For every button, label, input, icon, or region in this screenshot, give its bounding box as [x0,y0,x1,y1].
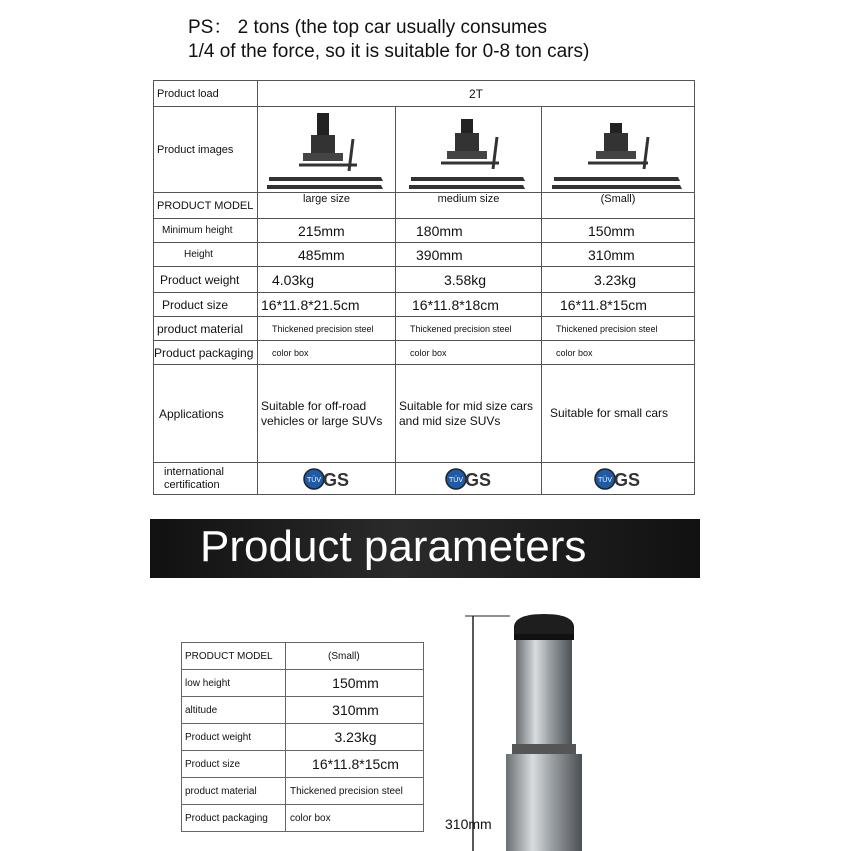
cert-label: international certification [154,463,258,495]
value-cell: 16*11.8*15cm [542,293,695,317]
table-row [154,107,695,193]
table-row [182,751,424,778]
table-row [182,670,424,697]
cert-cell [542,463,695,495]
table-row [154,463,695,495]
row-label: Minimum height [154,219,258,243]
row-label: product material [154,317,258,341]
cert-badge-text: TÜV [598,476,612,484]
table-row [154,341,695,365]
table-row [154,243,695,267]
product-image-medium [396,107,542,193]
cert-text: GS [464,469,491,490]
row-label: altitude [182,697,286,724]
product-image-large [258,107,396,193]
ps-line-1: PS： 2 tons (the top car usually consumes [188,17,548,38]
value-cell: color box [258,341,396,365]
value-cell: 3.58kg [396,267,542,293]
height-dimension-label: 310mm [445,816,492,832]
application-cell: Suitable for mid size cars and mid size SUVs [396,365,542,463]
value-cell: Thickened precision steel [258,317,396,341]
table-row [154,267,695,293]
jack-product-photo [460,610,610,851]
row-label: Height [154,243,258,267]
cert-badge-text: TÜV [306,476,321,484]
table-row [154,317,695,341]
load-value: 2T [258,81,695,107]
cert-text: GS [613,469,641,490]
application-cell: Suitable for off-road vehicles or large SUVs [258,365,396,463]
value-cell: 390mm [396,243,542,267]
cert-cell [396,463,542,495]
table-row [182,724,424,751]
banner-title: Product parameters [200,522,587,571]
gs-certification-logo [444,467,494,491]
applications-label: Applications [154,365,258,463]
application-cell: Suitable for small cars [542,365,695,463]
gs-certification-logo [302,467,352,491]
table-row [154,365,695,463]
product-image-small [542,107,695,193]
cert-text: GS [322,469,349,490]
table-row [182,805,424,832]
value-cell: color box [286,805,424,832]
ps-note [188,16,589,64]
value-cell: Thickened precision steel [542,317,695,341]
row-label: Product packaging [154,341,258,365]
row-label: product material [182,778,286,805]
value-cell: Thickened precision steel [286,778,424,805]
row-label: Product size [154,293,258,317]
load-label: Product load [154,81,258,107]
table-row [154,293,695,317]
gs-certification-logo [593,467,643,491]
model-cell: large size [258,193,396,219]
table-row [182,697,424,724]
row-label: Product weight [154,267,258,293]
spec-table [153,80,695,495]
value-cell: 3.23kg [542,267,695,293]
value-cell: (Small) [286,643,424,670]
value-cell: color box [396,341,542,365]
row-label: Product size [182,751,286,778]
value-cell: 4.03kg [258,267,396,293]
row-label: Product weight [182,724,286,751]
value-cell: 310mm [286,697,424,724]
value-cell: 180mm [396,219,542,243]
cert-badge-text: TÜV [448,476,463,484]
value-cell: 310mm [542,243,695,267]
row-label: Product packaging [182,805,286,832]
model-cell: (Small) [542,193,695,219]
table-row [182,643,424,670]
value-cell: color box [542,341,695,365]
section-banner [150,519,700,578]
table-row [154,81,695,107]
value-cell: Thickened precision steel [396,317,542,341]
model-cell: medium size [396,193,542,219]
row-label: low height [182,670,286,697]
cert-cell [258,463,396,495]
value-cell: 150mm [542,219,695,243]
ps-line-2: 1/4 of the force, so it is suitable for 0-8 ton cars) [188,41,590,62]
row-label: PRODUCT MODEL [154,193,258,219]
table-row [154,193,695,219]
table-row [182,778,424,805]
value-cell: 485mm [258,243,396,267]
row-label: PRODUCT MODEL [182,643,286,670]
value-cell: 150mm [286,670,424,697]
images-label: Product images [154,107,258,193]
value-cell: 16*11.8*21.5cm [258,293,396,317]
value-cell: 3.23kg [286,724,424,751]
value-cell: 16*11.8*18cm [396,293,542,317]
value-cell: 16*11.8*15cm [286,751,424,778]
table-row [154,219,695,243]
value-cell: 215mm [258,219,396,243]
small-spec-table [181,642,424,832]
